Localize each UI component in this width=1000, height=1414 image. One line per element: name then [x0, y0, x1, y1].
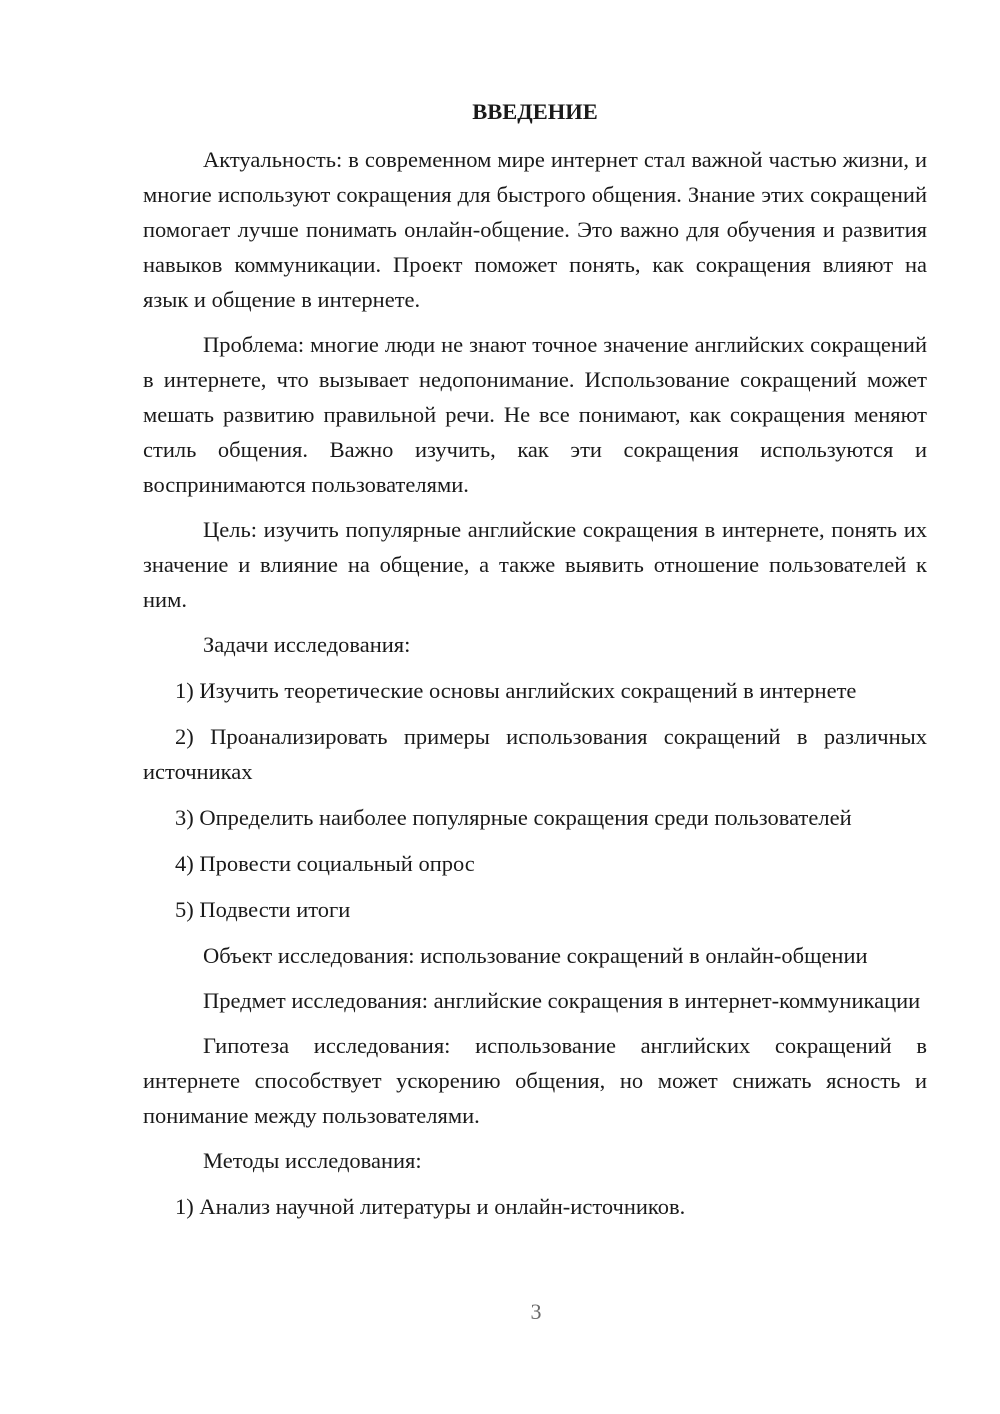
- method-item-1: 1) Анализ научной литературы и онлайн-источников.: [175, 1194, 686, 1219]
- subject-paragraph: Предмет исследования: английские сокращения в интернет-коммуникации: [203, 988, 921, 1013]
- task-item-3: 3) Определить наиболее популярные сокращения среди пользователей: [175, 805, 852, 830]
- page-number: 3: [530, 1299, 542, 1324]
- page-body: [143, 94, 927, 1235]
- object-paragraph: Объект исследования: использование сокращений в онлайн-общении: [203, 943, 868, 968]
- task-item-4: 4) Провести социальный опрос: [175, 851, 475, 876]
- tasks-heading: Задачи исследования:: [203, 632, 411, 657]
- relevance-paragraph: Актуальность: в современном мире интернет стал важной частью жизни, и многие используют сокращения для быстрого общения. Знание этих сокращений помогает лучше понимать онлайн-общение. Это важно для обучения и развития навыков коммуникации. Проект поможет понять, как сокращения влияют на язык и общение в интернете.: [143, 147, 927, 312]
- task-item-5: 5) Подвести итоги: [175, 897, 351, 922]
- section-title: ВВЕДЕНИЕ: [472, 99, 598, 124]
- methods-heading: Методы исследования:: [203, 1148, 422, 1173]
- task-item-1: 1) Изучить теоретические основы английских сокращений в интернете: [175, 678, 857, 703]
- task-item-2: 2) Проанализировать примеры использования сокращений в различных источниках: [143, 724, 927, 784]
- problem-paragraph: Проблема: многие люди не знают точное значение английских сокращений в интернете, что вызывает недопонимание. Использование сокращений может мешать развитию правильной речи. Не все понимают, как сокращения меняют стиль общения. Важно изучить, как эти сокращения используются и воспринимаются пользователями.: [143, 332, 927, 497]
- hypothesis-paragraph: Гипотеза исследования: использование английских сокращений в интернете способствует ускорению общения, но может снижать ясность и понимание между пользователями.: [143, 1033, 927, 1128]
- goal-paragraph: Цель: изучить популярные английские сокращения в интернете, понять их значение и влияние на общение, а также выявить отношение пользователей к ним.: [143, 517, 927, 612]
